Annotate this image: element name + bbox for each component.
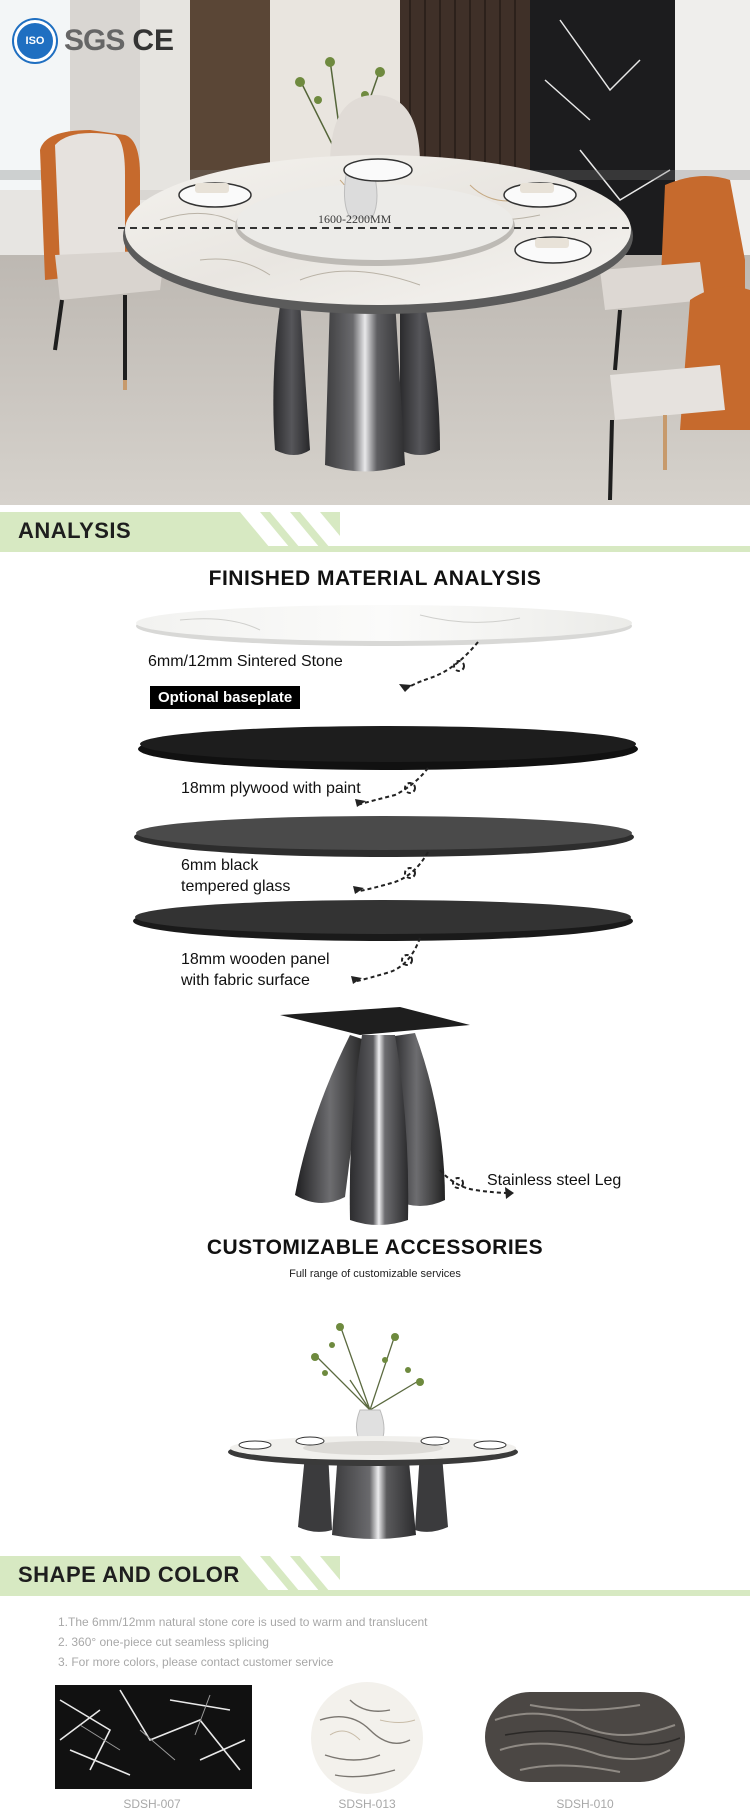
material-notes [58,1612,428,1672]
sgs-logo: SGS [64,24,125,57]
optional-baseplate-badge: Optional baseplate [150,686,300,709]
wooden-panel-layer [133,900,633,941]
swatch-grey-marble [485,1692,685,1782]
note-3: 3. For more colors, please contact customer service [58,1655,334,1669]
swatch-white-marble [311,1682,423,1794]
table-product-image [220,1285,530,1545]
swatch-code-1: SDSH-007 [123,1797,181,1811]
glass-label: 6mm black tempered glass [181,857,291,895]
note-1: 1.The 6mm/12mm natural stone core is used to warm and translucent [58,1615,428,1629]
note-2: 2. 360° one-piece cut seamless splicing [58,1635,269,1649]
layer-stack-illustration [0,590,750,1010]
certification-badges [14,20,174,62]
analysis-section-bar [0,512,750,554]
table-dimension-label: 1600-2200MM [318,212,392,226]
swatch-code-2: SDSH-013 [338,1797,396,1811]
sintered-stone-label: 6mm/12mm Sintered Stone [148,653,343,670]
ce-mark: CE [132,24,175,57]
accessories-heading: CUSTOMIZABLE ACCESSORIES [206,1236,544,1259]
plywood-layer [138,726,638,770]
stripe-decoration [230,512,350,548]
material-analysis-heading: FINISHED MATERIAL ANALYSIS [208,567,542,590]
dining-room-scene [0,0,750,505]
stainless-steel-leg-illustration [270,1005,530,1230]
shape-color-section-title: SHAPE AND COLOR [18,1562,240,1587]
iso-logo-icon: ISO [14,20,56,62]
plywood-label: 18mm plywood with paint [181,780,361,797]
swatch-black-marble [55,1685,252,1789]
swatch-code-3: SDSH-010 [556,1797,614,1811]
stripe-decoration [230,1556,350,1592]
shape-color-section-bar [0,1556,750,1598]
sintered-stone-layer [136,605,632,646]
hero-photo [0,0,750,505]
leg-label: Stainless steel Leg [487,1172,622,1189]
color-swatches [0,1680,750,1795]
analysis-section-title: ANALYSIS [18,518,132,543]
wooden-panel-label: 18mm wooden panel with fabric surface [181,951,330,989]
tempered-glass-layer [134,816,634,857]
accessories-subheading: Full range of customizable services [289,1268,461,1280]
